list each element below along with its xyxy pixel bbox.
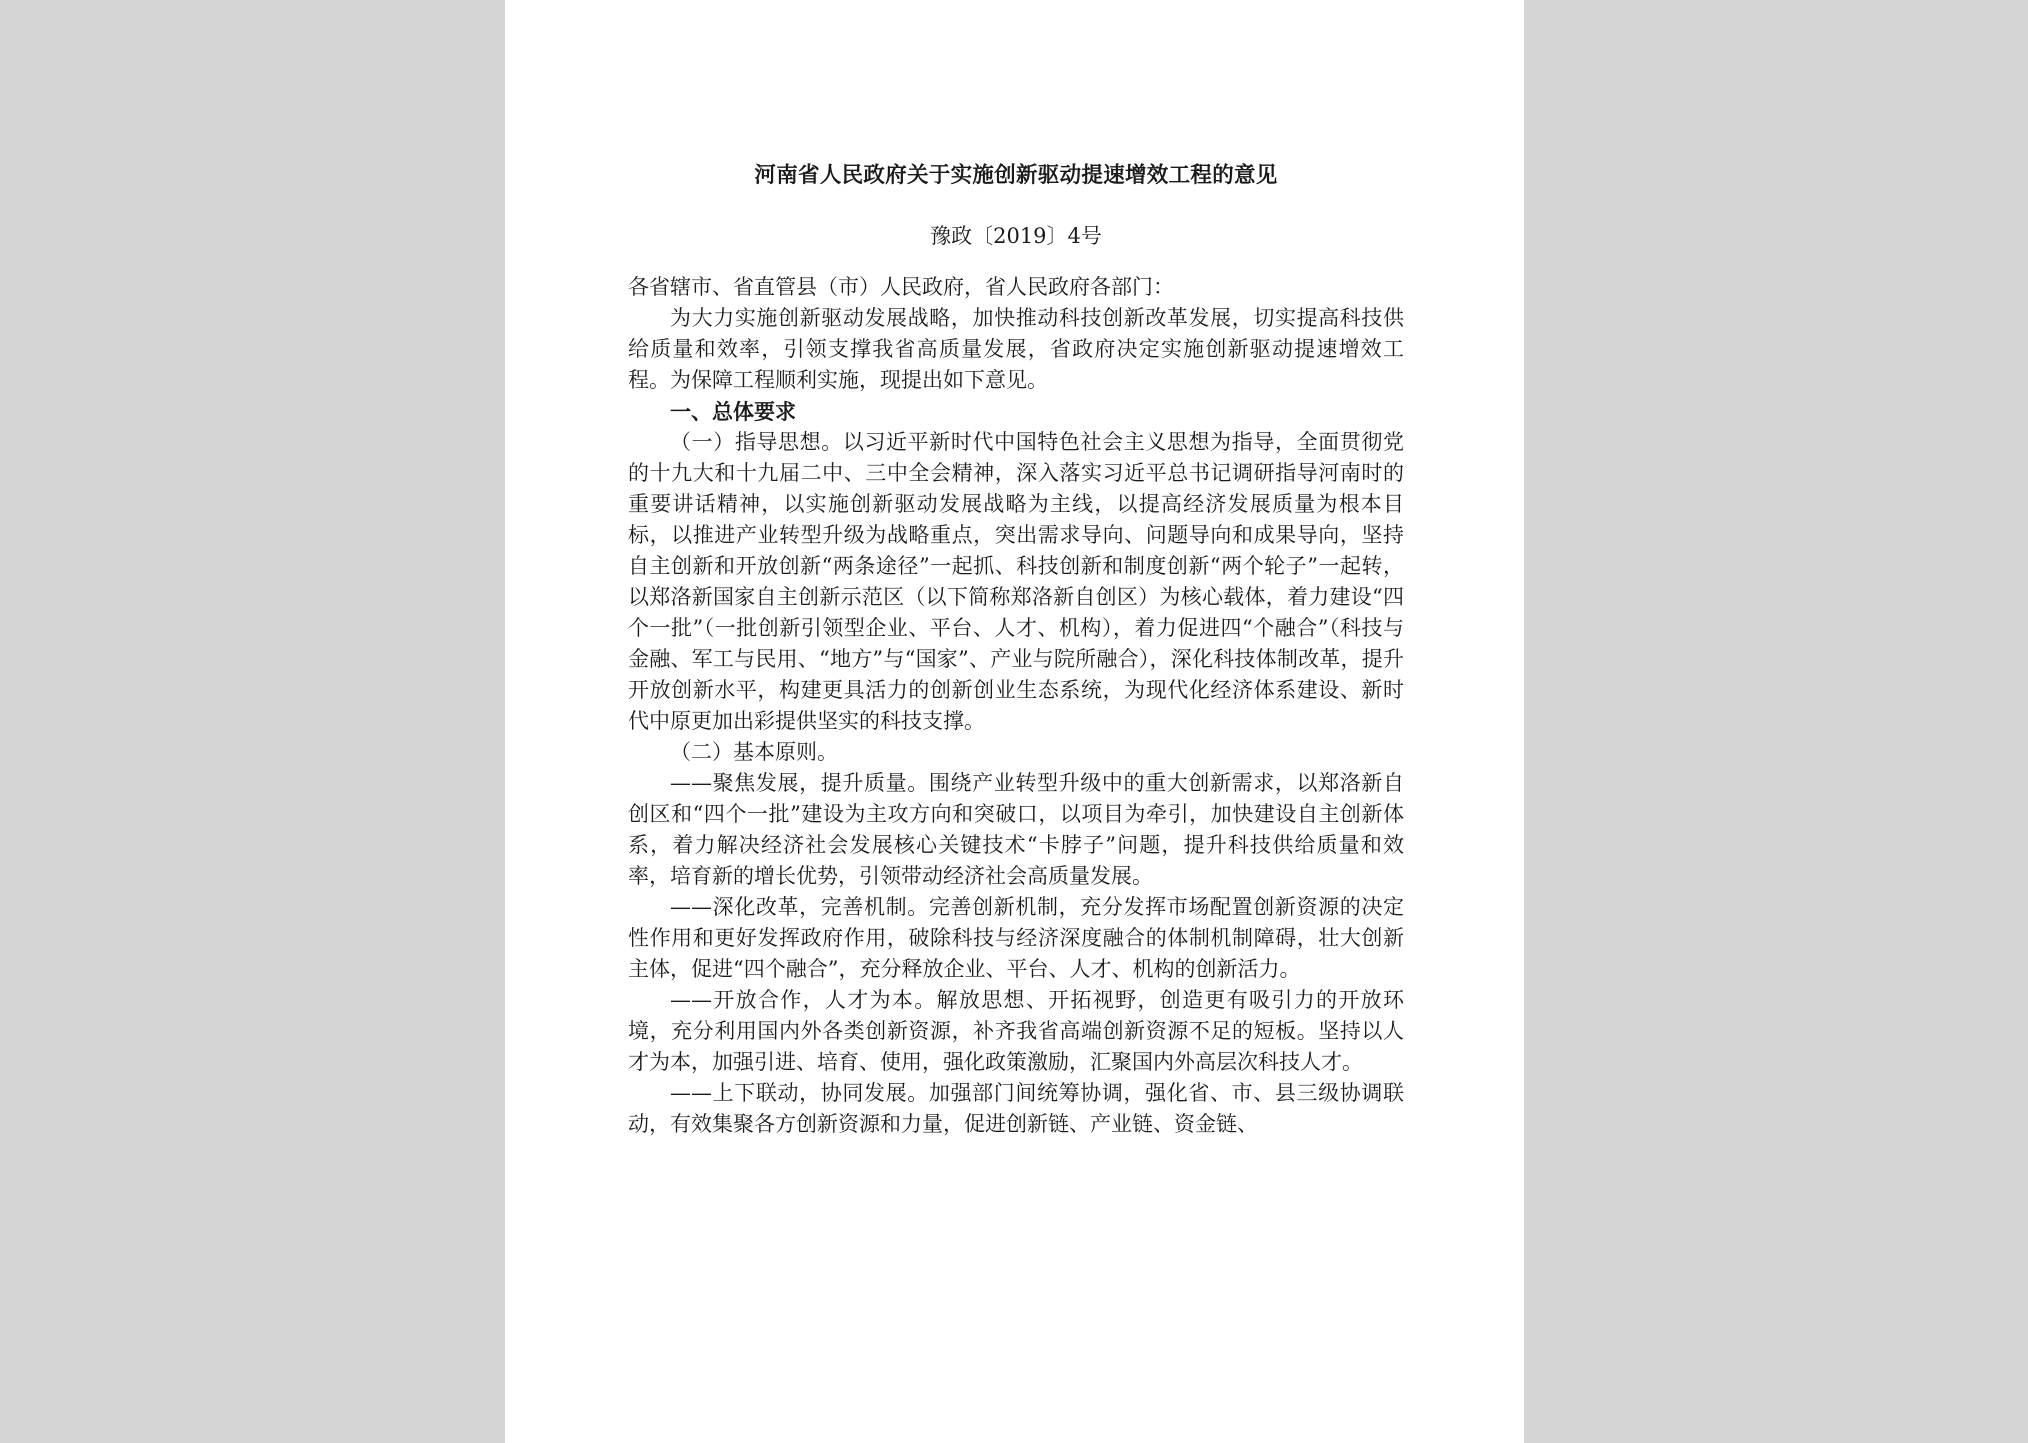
principle-paragraph: ——开放合作，人才为本。解放思想、开拓视野，创造更有吸引力的开放环境，充分利用国内外各类创新资源，补齐我省高端创新资源不足的短板。坚持以人才为本，加强引进、培育、使用，强化政策激励，汇聚国内外高层次科技人才。 <box>628 988 1404 1074</box>
document-number: 豫政〔2019〕4号 <box>930 224 1102 248</box>
principle-paragraph: ——深化改革，完善机制。完善创新机制，充分发挥市场配置创新资源的决定性作用和更好发挥政府作用，破除科技与经济深度融合的体制机制障碍，壮大创新主体，促进“四个融合”，充分释放企业、平台、人才、机构的创新活力。 <box>628 895 1404 981</box>
guiding-thought-paragraph: （一）指导思想。以习近平新时代中国特色社会主义思想为指导，全面贯彻党的十九大和十九届二中、三中全会精神，深入落实习近平总书记调研指导河南时的重要讲话精神，以实施创新驱动发展战略为主线，以提高经济发展质量为根本目标，以推进产业转型升级为战略重点，突出需求导向、问题导向和成果导向，坚持自主创新和开放创新“两条途径”一起抓、科技创新和制度创新“两个轮子”一起转，以郑洛新国家自主创新示范区（以下简称郑洛新自创区）为核心载体，着力建设“四个一批”（一批创新引领型企业、平台、人才、机构），着力促进四“个融合”（科技与金融、军工与民用、“地方”与“国家”、产业与院所融合），深化科技体制改革，提升开放创新水平，构建更具活力的创新创业生态系统，为现代化经济体系建设、新时代中原更加出彩提供坚实的科技支撑。 <box>628 430 1404 733</box>
document-page <box>505 0 1524 1443</box>
subsection-heading: （二）基本原则。 <box>670 740 838 764</box>
principle-paragraph: ——聚焦发展，提升质量。围绕产业转型升级中的重大创新需求，以郑洛新自创区和“四个一批”建设为主攻方向和突破口，以项目为牵引，加快建设自主创新体系，着力解决经济社会发展核心关键技术“卡脖子”问题，提升科技供给质量和效率，培育新的增长优势，引领带动经济社会高质量发展。 <box>628 771 1404 888</box>
page-content <box>628 158 1404 1140</box>
document-body <box>628 272 1404 1140</box>
section-heading: 一、总体要求 <box>670 399 796 424</box>
intro-paragraph: 为大力实施创新驱动发展战略，加快推动科技创新改革发展，切实提高科技供给质量和效率，引领支撑我省高质量发展，省政府决定实施创新驱动提速增效工程。为保障工程顺利实施，现提出如下意见。 <box>628 306 1404 392</box>
document-title: 河南省人民政府关于实施创新驱动提速增效工程的意见 <box>754 163 1278 188</box>
salutation: 各省辖市、省直管县（市）人民政府，省人民政府各部门： <box>628 275 1174 299</box>
principle-paragraph: ——上下联动，协同发展。加强部门间统筹协调，强化省、市、县三级协调联动，有效集聚各方创新资源和力量，促进创新链、产业链、资金链、 <box>628 1081 1404 1136</box>
